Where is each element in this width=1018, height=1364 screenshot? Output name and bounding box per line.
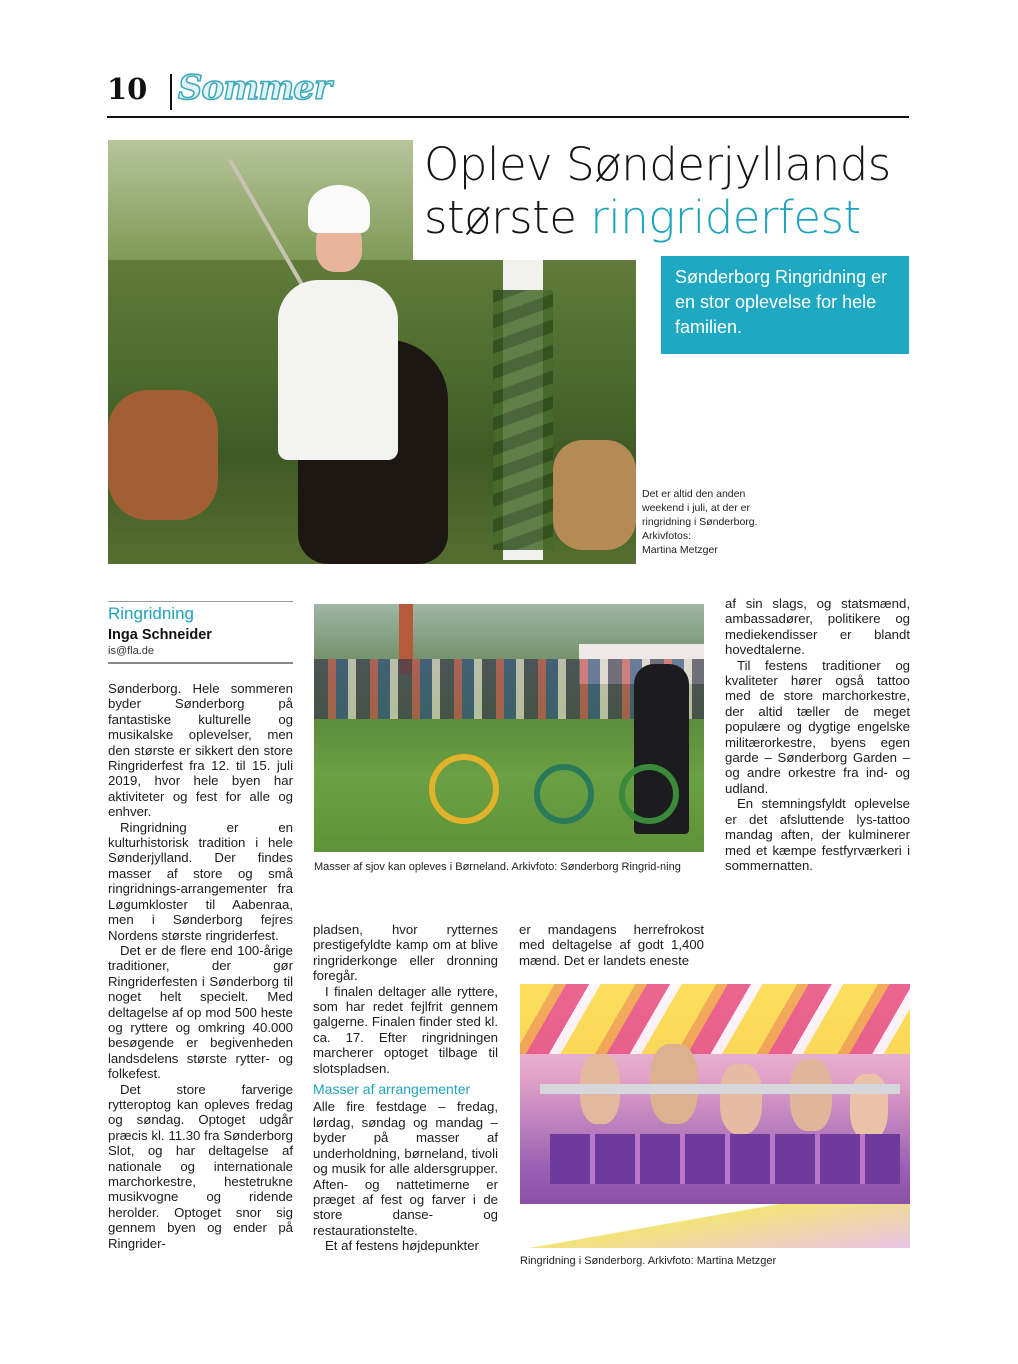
section-logo: Sommer: [178, 68, 331, 108]
paragraph: Alle fire festdage – fredag, lørdag, søndag og mandag – byder på masser af underholdning, børneland, tivoli og musik for alle aldersgrupper. Aften- og nattetimerne er præget af fest og farver i de store danse- og restaurationstelte.: [313, 1099, 498, 1238]
page-number: 10: [107, 72, 148, 106]
paragraph: En stemningsfyldt oplevelse er det afsluttende lys-tattoo mandag aften, der kulminerer med et kæmpe festfyrværkeri i sommernatten.: [725, 796, 910, 873]
byline-rule-top: [108, 601, 293, 602]
paragraph: Til festens traditioner og kvaliteter hører også tattoo med de store marchorkestre, der altid tæller de meget populære og dygtige engelske militærorkestre, byens egen garde – Sønderborg Garden – og andre orkestre fra ind- og udland.: [725, 657, 910, 796]
subheading: Masser af arrangementer: [313, 1081, 471, 1098]
caption-kids-photo: Masser af sjov kan opleves i Børneland. Arkivfoto: Sønderborg Ringrid-ning: [314, 861, 681, 873]
article-column-3: [519, 922, 704, 968]
headline-line1: Oplev Sønderjyllands: [424, 138, 891, 191]
byline-rule-bottom: [108, 662, 293, 664]
caption-ride-photo: Ringridning i Sønderborg. Arkivfoto: Martina Metzger: [520, 1255, 777, 1267]
article-column-2: [313, 922, 498, 1254]
headline: [424, 138, 914, 244]
byline-email[interactable]: is@fla.de: [108, 645, 155, 657]
caption-line: Det er altid den anden: [642, 488, 746, 500]
byline-section: Ringridning: [108, 604, 194, 623]
paragraph: Ringridning er en kulturhistorisk tradition i hele Sønderjylland. Der findes masser af store og små ringridnings-arrangementer fra Løgumkloster til Aabenraa, men i Sønderborg fejres Nordens største ringriderfest.: [108, 819, 293, 943]
caption-line: weekend i juli, at der er: [642, 502, 750, 514]
header-rule: [107, 116, 909, 118]
paragraph: Det er de flere end 100-årige traditioner, der gør Ringriderfesten i Sønderborg til noget helt specielt. Med deltagelse af op mod 500 heste og ryttere og omkring 40.000 besøgende er begivenheden landsdelens største rytter- og folkefest.: [108, 942, 293, 1082]
caption-main-photo: [642, 487, 792, 557]
headline-line2-accent: ringriderfest: [590, 191, 861, 244]
header-separator: [170, 74, 172, 110]
article-column-4: [725, 596, 910, 873]
byline-author: Inga Schneider: [108, 627, 212, 643]
paragraph: Et af festens højdepunkter: [325, 1238, 479, 1254]
caption-line: ringridning i Sønderborg.: [642, 516, 758, 528]
photo-tivoli-ride: [520, 984, 910, 1248]
caption-line: Martina Metzger: [642, 544, 718, 556]
photo-borneland: [314, 604, 704, 852]
article-column-1: [108, 681, 293, 1251]
paragraph: I finalen deltager alle ryttere, som har redet fejlfrit gennem galgerne. Finalen finder sted kl. ca. 17. Efter ringridningen marcherer optoget tilbage til slotspladsen.: [313, 983, 498, 1076]
paragraph: er mandagens herrefrokost med deltagelse af godt 1,400 mænd. Det er landets eneste: [519, 922, 704, 968]
paragraph: af sin slags, og statsmænd, ambassadører, politikere og mediekendisser er blandt hovedtalerne.: [725, 596, 910, 658]
paragraph: pladsen, hvor rytternes prestigefyldte kamp om at blive ringriderkonge eller dronning foregår.: [313, 922, 498, 984]
caption-line: Arkivfotos:: [642, 530, 692, 542]
paragraph: Sønderborg. Hele sommeren byder Sønderborg på fantastiske kulturelle og musikalske oplevelser, men den største er sikkert den store Ringriderfest fra 12. til 15. juli 2019, hvor hele byen har aktiviteter og fest for alle og enhver.: [108, 681, 293, 820]
headline-line2-plain: største: [424, 191, 591, 244]
paragraph: Det store farverige rytteroptog kan opleves fredag og søndag. Optoget udgår præcis kl. 11.30 fra Sønderborg Slot, og har deltagelse af nationale og internationale marchorkestre, hestetrukne musikvogne og ridende herolder. Optoget snor sig gennem byen og ender på Ringrider-: [108, 1081, 293, 1251]
teaser-box: Sønderborg Ringridning er en stor oplevelse for hele familien.: [661, 256, 909, 354]
